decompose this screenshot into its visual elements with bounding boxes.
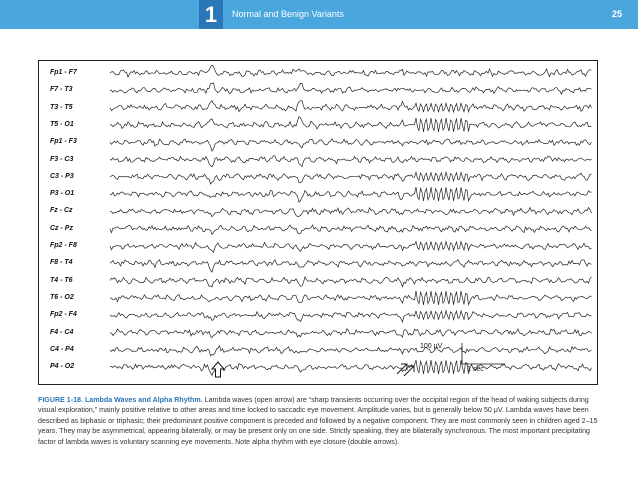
eeg-trace bbox=[110, 291, 592, 305]
eeg-trace bbox=[110, 156, 592, 167]
eeg-trace bbox=[110, 225, 592, 234]
lead-label: T5 - O1 bbox=[50, 120, 74, 128]
lead-label: F8 - T4 bbox=[50, 259, 73, 267]
eeg-trace bbox=[110, 311, 592, 322]
lead-label: P3 - O1 bbox=[50, 190, 75, 198]
eeg-trace bbox=[110, 242, 592, 253]
lead-label: Fp2 - F8 bbox=[50, 242, 77, 249]
eeg-trace bbox=[110, 260, 592, 273]
time-scale-label: 1 sec bbox=[467, 366, 484, 373]
chapter-title: Normal and Benign Variants bbox=[232, 9, 344, 19]
lead-label: P4 - O2 bbox=[50, 363, 75, 371]
lead-label: Fp1 - F3 bbox=[50, 138, 77, 146]
lead-label: Cz - Pz bbox=[50, 224, 73, 232]
eeg-trace bbox=[110, 101, 592, 113]
eeg-trace bbox=[110, 329, 592, 338]
eeg-trace bbox=[110, 172, 592, 184]
lead-label: T6 - O2 bbox=[50, 293, 74, 301]
eeg-trace bbox=[110, 360, 592, 375]
eeg-trace bbox=[110, 346, 592, 356]
eeg-trace bbox=[110, 83, 592, 94]
open-arrow-icon bbox=[212, 362, 224, 377]
lead-label: C4 - P4 bbox=[50, 345, 74, 353]
caption-label: FIGURE 1-18. bbox=[38, 396, 83, 404]
lead-label: C3 - P3 bbox=[50, 172, 74, 180]
caption-body: Lambda waves (open arrow) are “sharp transients occurring over the occipital region of the head of waking subjects during visual exploration,” mainly positive relative to other areas and time locked to saccadic eye movement. Amplitude varies, but is generally below 50 μV. Lambda waves have been described as biphasic or triphasic; their predominant positive component is preceded and followed by a negative component. They are most commonly seen in children aged 2–15 years. They may be asymmetrical, appearing bilaterally, or may be present only on one side. Strictly speaking, they are bilaterally synchronous. The most important precipitating factor of lambda waves is voluntary scanning eye movements. Note alpha rhythm with eye closure (double arrows). bbox=[38, 396, 598, 446]
caption-title: Lambda Waves and Alpha Rhythm. bbox=[84, 396, 203, 404]
lead-label: Fz - Cz bbox=[50, 207, 73, 215]
eeg-trace bbox=[110, 277, 592, 287]
eeg-trace bbox=[110, 65, 592, 77]
amplitude-scale-label: 100 µV bbox=[420, 343, 443, 350]
eeg-trace bbox=[110, 208, 592, 217]
lead-label: Fp1 - F7 bbox=[50, 69, 77, 76]
scale-bar bbox=[462, 343, 505, 364]
lead-label: T4 - T6 bbox=[50, 276, 73, 284]
lead-label: F3 - C3 bbox=[50, 155, 74, 163]
eeg-trace bbox=[110, 139, 592, 151]
chapter-number: 1 bbox=[204, 2, 218, 27]
eeg-trace bbox=[110, 187, 592, 202]
lead-label: F4 - C4 bbox=[50, 328, 74, 336]
figure-caption bbox=[38, 395, 600, 447]
eeg-trace bbox=[110, 117, 592, 132]
lead-label: F7 - T3 bbox=[50, 86, 73, 94]
lead-label: T3 - T5 bbox=[50, 103, 73, 111]
page-number: 25 bbox=[611, 9, 622, 19]
lead-label: Fp2 - F4 bbox=[50, 311, 77, 319]
